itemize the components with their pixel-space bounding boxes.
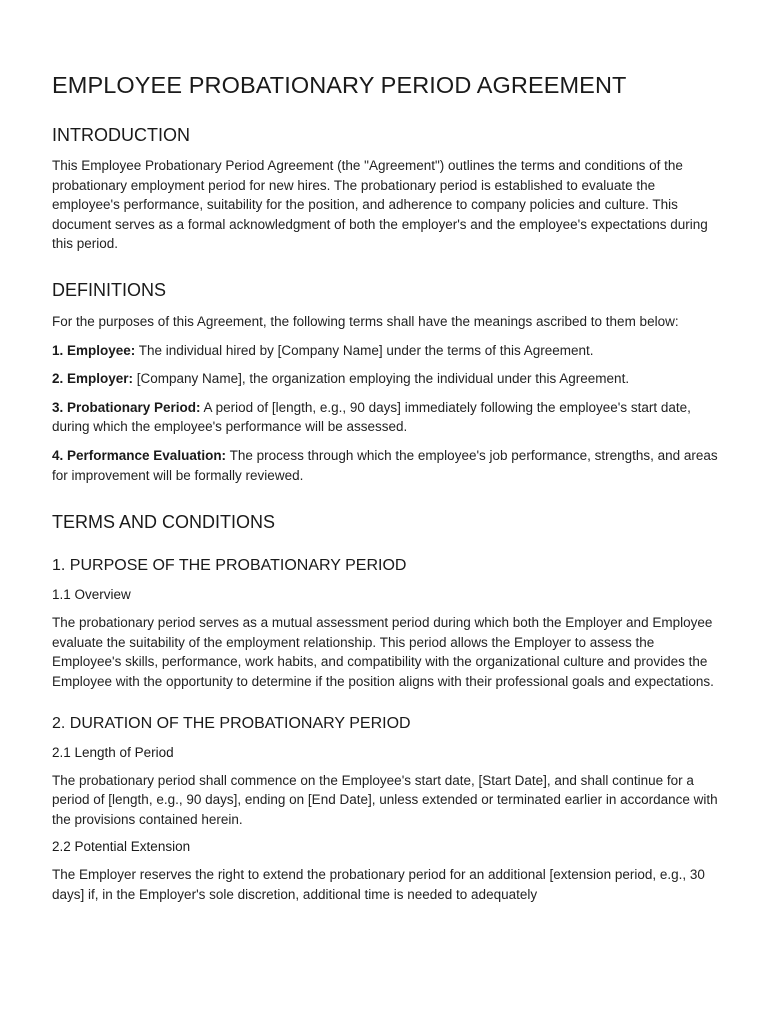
definition-term: 4. Performance Evaluation: <box>52 447 227 463</box>
terms-heading: TERMS AND CONDITIONS <box>52 512 276 533</box>
section-2-1-text: The probationary period shall commence on the Employee's start date, [Start Date], and shall continue for a period of [length, e.g., 90 days], ending on [End Date], unless extended or terminated earlier in accordance with the provisions contained herein. <box>52 772 718 827</box>
definition-text: The individual hired by [Company Name] under the terms of this Agreement. <box>135 342 594 358</box>
definitions-heading: DEFINITIONS <box>52 279 167 300</box>
introduction-heading: INTRODUCTION <box>52 125 190 145</box>
terms-section <box>52 510 724 904</box>
section-2-1-heading: 2.1 Length of Period <box>52 744 174 760</box>
definition-term: 2. Employer: <box>52 371 134 387</box>
section-2-heading: 2. DURATION OF THE PROBATIONARY PERIOD <box>52 714 411 732</box>
definition-item-employee <box>52 341 724 361</box>
definition-text: A period of [length, e.g., 90 days] immediately following the employee's start date, during which the employee's performance will be assessed. <box>52 399 691 435</box>
definition-text: [Company Name], the organization employing the individual under this Agreement. <box>133 371 630 387</box>
definition-term: 3. Probationary Period: <box>52 399 201 415</box>
definition-item-employer <box>52 369 724 389</box>
definitions-section <box>52 278 724 485</box>
document-page <box>52 70 724 904</box>
section-1-1-heading: 1.1 Overview <box>52 587 131 603</box>
document-title: EMPLOYEE PROBATIONARY PERIOD AGREEMENT <box>52 72 627 98</box>
definitions-intro: For the purposes of this Agreement, the following terms shall have the meanings ascribed to them below: <box>52 313 679 329</box>
section-1-1-text: The probationary period serves as a mutual assessment period during which both the Employer and Employee evaluate the suitability of the employment relationship. This period allows the Employer to assess the Employee's skills, performance, work habits, and compatibility with the organizational culture and provides the Employee with the opportunity to determine if the position aligns with their professional goals and expectations. <box>52 615 714 689</box>
section-2-2-text: The Employer reserves the right to extend the probationary period for an additional [extension period, e.g., 30 days] if, in the Employer's sole discretion, additional time is needed to adequately <box>52 867 705 902</box>
section-1-heading: 1. PURPOSE OF THE PROBATIONARY PERIOD <box>52 557 407 575</box>
definition-term: 1. Employee: <box>52 342 136 358</box>
introduction-text: This Employee Probationary Period Agreement (the "Agreement") outlines the terms and conditions of the probationary employment period for new hires. The probationary period is established to evaluate the employee's performance, suitability for the position, and adherence to company policies and culture. This document serves as a formal acknowledgment of both the employer's and the employee's expectations during this period. <box>52 158 708 252</box>
definition-item-probationary-period <box>52 398 724 437</box>
definition-text: The process through which the employee's job performance, strengths, and areas for improvement will be formally reviewed. <box>52 447 718 483</box>
section-2-2-heading: 2.2 Potential Extension <box>52 839 191 855</box>
definition-item-performance-evaluation <box>52 446 724 485</box>
introduction-section <box>52 123 724 254</box>
